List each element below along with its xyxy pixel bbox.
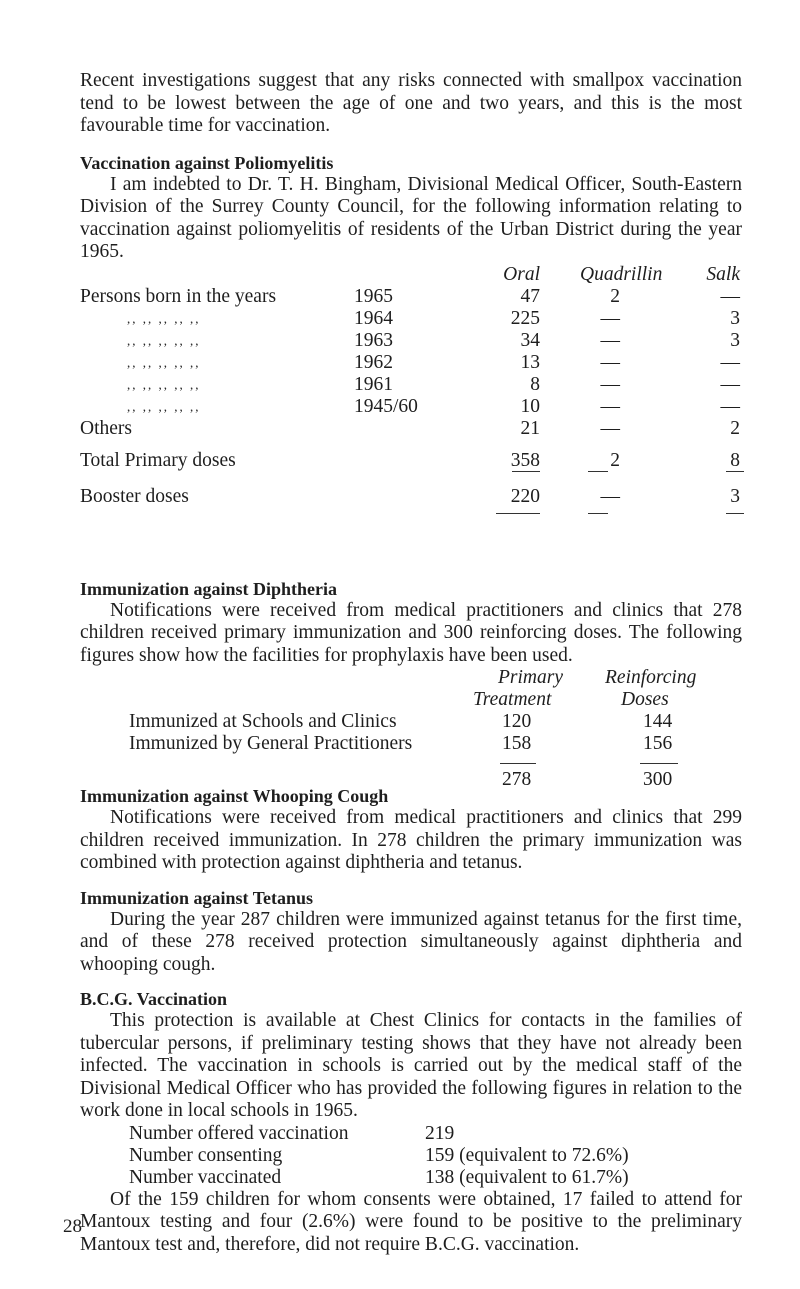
booster-oral: 220 [510,485,540,507]
bcg-value: 159 (equivalent to 72.6%) [425,1144,629,1166]
polio-table [80,264,742,594]
polio-total-row [80,450,742,472]
polio-row [80,308,742,330]
diphtheria-row-1 [80,711,742,733]
polio-row-quadrillin: — [600,417,620,439]
polio-row-oral: 225 [510,307,540,329]
polio-row [80,374,742,396]
rule-quad-1 [588,471,608,472]
total-oral: 358 [510,449,540,471]
polio-row-label: ,, ,, ,, ,, ,, [127,332,201,348]
whooping-paragraph: Notifications were received from medical practitioners and clinics that 299 children received immunization. In 278 children the primary immunization was combined with protection against diphtheria and tetanus. [80,807,742,873]
polio-row-label: Others [80,417,132,439]
diphtheria-header-2 [80,689,742,711]
total-salk: 8 [730,449,740,471]
document-page [80,70,742,1256]
polio-row-quadrillin: — [600,373,620,395]
polio-row-year: 1964 [354,307,393,329]
bcg-figures [80,1123,742,1189]
diphtheria-header-1 [80,667,742,689]
diphtheria-row-2 [80,733,742,755]
diph-row-primary: 120 [502,711,532,732]
polio-row-quadrillin: — [600,351,620,373]
diph-row-primary: 158 [502,733,532,754]
polio-row-year: 1963 [354,329,393,351]
primary-header-2: Treatment [473,689,552,710]
bcg-label: Number consenting [129,1144,283,1166]
polio-row-year: 1961 [354,373,393,395]
polio-row-label: ,, ,, ,, ,, ,, [127,376,201,392]
diphtheria-paragraph: Notifications were received from medical practitioners and clinics that 278 children received primary immunization and 300 reinforcing doses. The following figures show how the facilities for prophylaxis have been used. [80,599,742,666]
polio-row-quadrillin: — [600,307,620,329]
polio-row-oral: 47 [520,285,540,307]
polio-row-oral: 13 [520,351,540,373]
bcg-value: 219 [425,1122,455,1144]
polio-row [80,352,742,374]
bcg-paragraph: This protection is available at Chest Clinics for contacts in the families of tubercular persons, if preliminary testing shows that they have not already been infected. The vaccination in schools is carried out by the medical staff of the Divisional Medical Officer who has provided the following figures in relation to the work done in local schools in 1965. [80,1010,742,1121]
reinforcing-header-2: Doses [621,689,669,710]
rule-oral-2 [496,513,540,514]
intro-paragraph: Recent investigations suggest that any risks connected with smallpox vaccination tend to be lowest between the age of one and two years, and this is the most favourable time for vaccination. [80,70,742,136]
rule-salk-1 [726,471,744,472]
polio-row-quadrillin: 2 [610,285,620,307]
polio-row [80,418,742,440]
diph-rule-primary [500,763,536,764]
polio-row-year: 1962 [354,351,393,373]
diphtheria-totals [80,769,742,791]
polio-row-quadrillin: — [600,395,620,417]
polio-row-salk: 2 [730,417,740,439]
booster-label: Booster doses [80,485,189,507]
polio-row [80,330,742,352]
diph-total-reinforcing: 300 [643,769,673,790]
polio-row-salk: — [720,373,740,395]
diph-row-reinforcing: 144 [643,711,673,732]
col-salk-header: Salk [706,263,740,285]
polio-paragraph: I am indebted to Dr. T. H. Bingham, Divisional Medical Officer, South-Eastern Division of the Surrey County Council, for the following information relating to vaccination against poliomyelitis of residents of the Urban District during the year 1965. [80,173,742,262]
tetanus-heading: Immunization against Tetanus [80,887,314,908]
polio-row-oral: 10 [520,395,540,417]
polio-row-year: 1965 [354,285,393,307]
bcg-heading: B.C.G. Vaccination [80,989,228,1009]
diphtheria-heading: Immunization against Diphtheria [80,578,338,599]
polio-row-label: ,, ,, ,, ,, ,, [127,310,201,326]
reinforcing-header-1: Reinforcing [605,667,697,688]
bcg-row-vaccinated [80,1167,742,1189]
polio-row-oral: 8 [530,373,540,395]
rule-salk-2 [726,513,744,514]
bcg-label: Number offered vaccination [129,1122,349,1144]
primary-header-1: Primary [498,667,563,688]
total-quadrillin: 2 [610,449,620,471]
page-number: 28 [63,1216,82,1237]
bcg-row-offered [80,1123,742,1145]
polio-booster-row [80,486,742,508]
polio-row-salk: 3 [730,307,740,329]
total-label: Total Primary doses [80,449,236,471]
col-quadrillin-header: Quadrillin [580,263,663,285]
bcg-row-consenting [80,1145,742,1167]
polio-table-header [80,264,742,286]
rule-quad-2 [588,513,608,514]
polio-row-salk: — [720,285,740,307]
polio-row-salk: — [720,351,740,373]
bcg-label: Number vaccinated [129,1166,282,1188]
diph-row-label: Immunized at Schools and Clinics [129,711,397,732]
polio-row-label: ,, ,, ,, ,, ,, [127,398,201,414]
whooping-heading: Immunization against Whooping Cough [80,786,389,806]
diphtheria-table [80,667,742,791]
polio-row-salk: — [720,395,740,417]
diph-row-label: Immunized by General Practitioners [129,733,413,754]
polio-row-label: ,, ,, ,, ,, ,, [127,354,201,370]
polio-row [80,286,742,308]
polio-row-year: 1945/60 [354,395,418,417]
booster-salk: 3 [730,485,740,507]
col-oral-header: Oral [503,263,540,285]
diph-total-primary: 278 [502,769,532,790]
tetanus-paragraph: During the year 287 children were immunized against tetanus for the first time, and of these 278 received protection simultaneously against diphtheria and whooping cough. [80,908,742,975]
booster-quadrillin: — [600,485,620,507]
diph-row-reinforcing: 156 [643,733,673,754]
polio-heading: Vaccination against Poliomyelitis [80,152,334,173]
diph-rule-reinforcing [640,763,678,764]
polio-row [80,396,742,418]
bcg-value: 138 (equivalent to 61.7%) [425,1166,629,1188]
polio-row-label: Persons born in the years [80,285,277,307]
polio-row-oral: 21 [520,417,540,439]
bcg-closing-paragraph: Of the 159 children for whom consents were obtained, 17 failed to attend for Mantoux testing and four (2.6%) were found to be positive to the preliminary Mantoux test and, therefore, did not require B.C.G. vaccination. [80,1188,742,1255]
polio-row-quadrillin: — [600,329,620,351]
polio-row-salk: 3 [730,329,740,351]
rule-oral-1 [512,471,540,472]
polio-row-oral: 34 [520,329,540,351]
